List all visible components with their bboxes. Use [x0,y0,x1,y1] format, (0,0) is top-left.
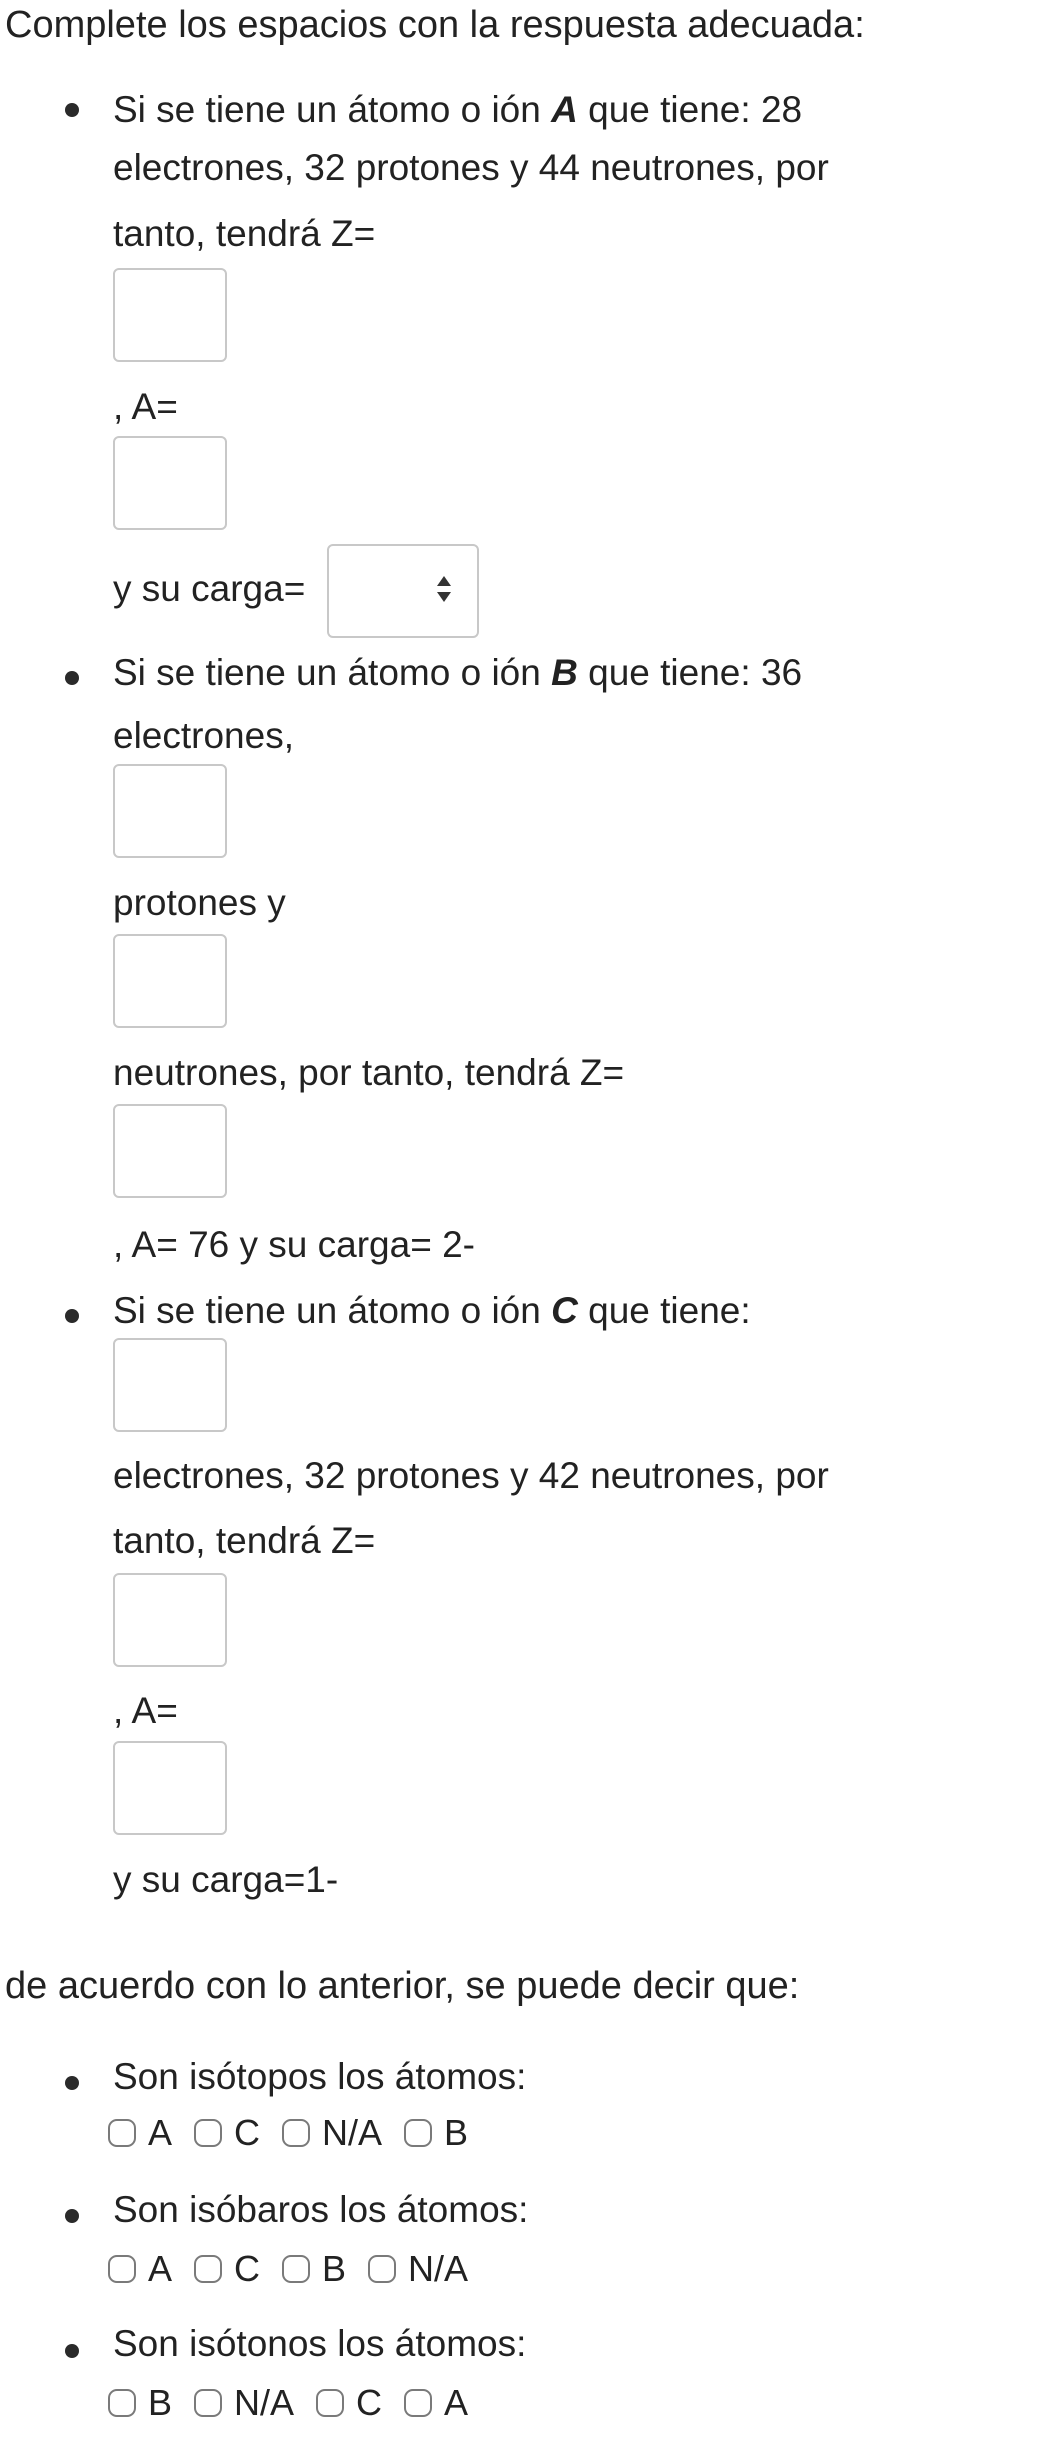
radio-circle-icon [404,2119,432,2147]
question-isotones-options [108,2381,490,2425]
radio-option[interactable] [282,2247,346,2291]
radio-option[interactable] [404,2381,468,2425]
updown-chevron-icon [437,576,451,606]
option-label: A [148,2112,173,2153]
atom-b-line1 [113,650,802,696]
atom-b-protons-input[interactable] [113,934,227,1028]
radio-option[interactable] [108,2111,172,2155]
bullet-atom-c [65,1309,79,1323]
radio-option[interactable] [108,2381,172,2425]
radio-circle-icon [194,2255,222,2283]
radio-circle-icon [108,2255,136,2283]
question-isobars-prompt: Son isóbaros los átomos: [113,2189,529,2230]
radio-option[interactable] [404,2111,468,2155]
radio-circle-icon [282,2255,310,2283]
atom-a-line2: electrones, 32 protones y 44 neutrones, por [113,147,829,188]
atom-a-a-label: , A= [113,386,178,427]
option-label: B [444,2112,469,2153]
bullet-atom-b [65,671,79,685]
atom-b-neutrons-label: neutrones, por tanto, tendrá Z= [113,1052,625,1093]
radio-option[interactable] [194,2381,294,2425]
radio-option[interactable] [108,2247,172,2291]
radio-option[interactable] [316,2381,382,2425]
bullet-question-isotones [65,2344,79,2358]
radio-circle-icon [368,2255,396,2283]
radio-circle-icon [108,2119,136,2147]
atom-c-z-input[interactable] [113,1573,227,1667]
atom-a-line1-post: que tiene: 28 [577,89,803,130]
radio-option[interactable] [282,2111,382,2155]
question-isotopes-prompt: Son isótopos los átomos: [113,2056,527,2097]
option-label: A [148,2248,173,2289]
option-label: B [148,2382,173,2423]
bullet-question-isobars [65,2209,79,2223]
atom-a-line3: tanto, tendrá Z= [113,213,376,254]
radio-circle-icon [404,2389,432,2417]
option-label: C [234,2248,261,2289]
atom-b-electrons-input[interactable] [113,764,227,858]
option-label: B [322,2248,347,2289]
atom-c-electrons-input[interactable] [113,1338,227,1432]
option-label: C [356,2382,383,2423]
atom-a-z-input[interactable] [113,268,227,362]
atom-b-line2: electrones, [113,715,294,756]
atom-c-line2: electrones, 32 protones y 42 neutrones, por [113,1455,829,1496]
radio-circle-icon [194,2389,222,2417]
atom-a-line1-pre: Si se tiene un átomo o ión [113,89,552,130]
atom-b-label: B [551,652,578,693]
atom-a-a-input[interactable] [113,436,227,530]
conclusion-heading: de acuerdo con lo anterior, se puede decir que: [5,1965,800,2007]
atom-a-charge-select[interactable] [327,544,479,638]
atom-a-charge-label: y su carga= [113,568,306,609]
option-label: C [234,2112,261,2153]
radio-circle-icon [282,2119,310,2147]
question-isotones-prompt: Son isótonos los átomos: [113,2323,527,2364]
radio-option[interactable] [194,2247,260,2291]
atom-c-label: C [551,1290,578,1331]
atom-b-tail: , A= 76 y su carga= 2- [113,1224,475,1265]
atom-a-line1 [113,87,802,133]
atom-c-a-label: , A= [113,1690,178,1731]
atom-b-line1-post: que tiene: 36 [577,652,803,693]
bullet-atom-a [65,103,79,117]
question-isobars-options [108,2247,490,2291]
atom-c-line1-post: que tiene: [577,1290,751,1331]
option-label: A [444,2382,469,2423]
radio-circle-icon [108,2389,136,2417]
atom-c-line3: tanto, tendrá Z= [113,1520,376,1561]
atom-a-label: A [551,89,578,130]
option-label: N/A [322,2112,383,2153]
radio-circle-icon [194,2119,222,2147]
option-label: N/A [408,2248,469,2289]
radio-option[interactable] [194,2111,260,2155]
option-label: N/A [234,2382,295,2423]
atom-b-protons-label: protones y [113,882,286,923]
atom-c-line1 [113,1288,751,1334]
atom-b-line1-pre: Si se tiene un átomo o ión [113,652,552,693]
bullet-question-isotopes [65,2076,79,2090]
atom-b-neutrons-input[interactable] [113,1104,227,1198]
question-isotopes-options [108,2111,490,2155]
atom-c-line1-pre: Si se tiene un átomo o ión [113,1290,552,1331]
atom-c-charge-label: y su carga=1- [113,1859,339,1900]
instruction-heading: Complete los espacios con la respuesta adecuada: [5,4,865,46]
radio-circle-icon [316,2389,344,2417]
radio-option[interactable] [368,2247,468,2291]
atom-c-a-input[interactable] [113,1741,227,1835]
